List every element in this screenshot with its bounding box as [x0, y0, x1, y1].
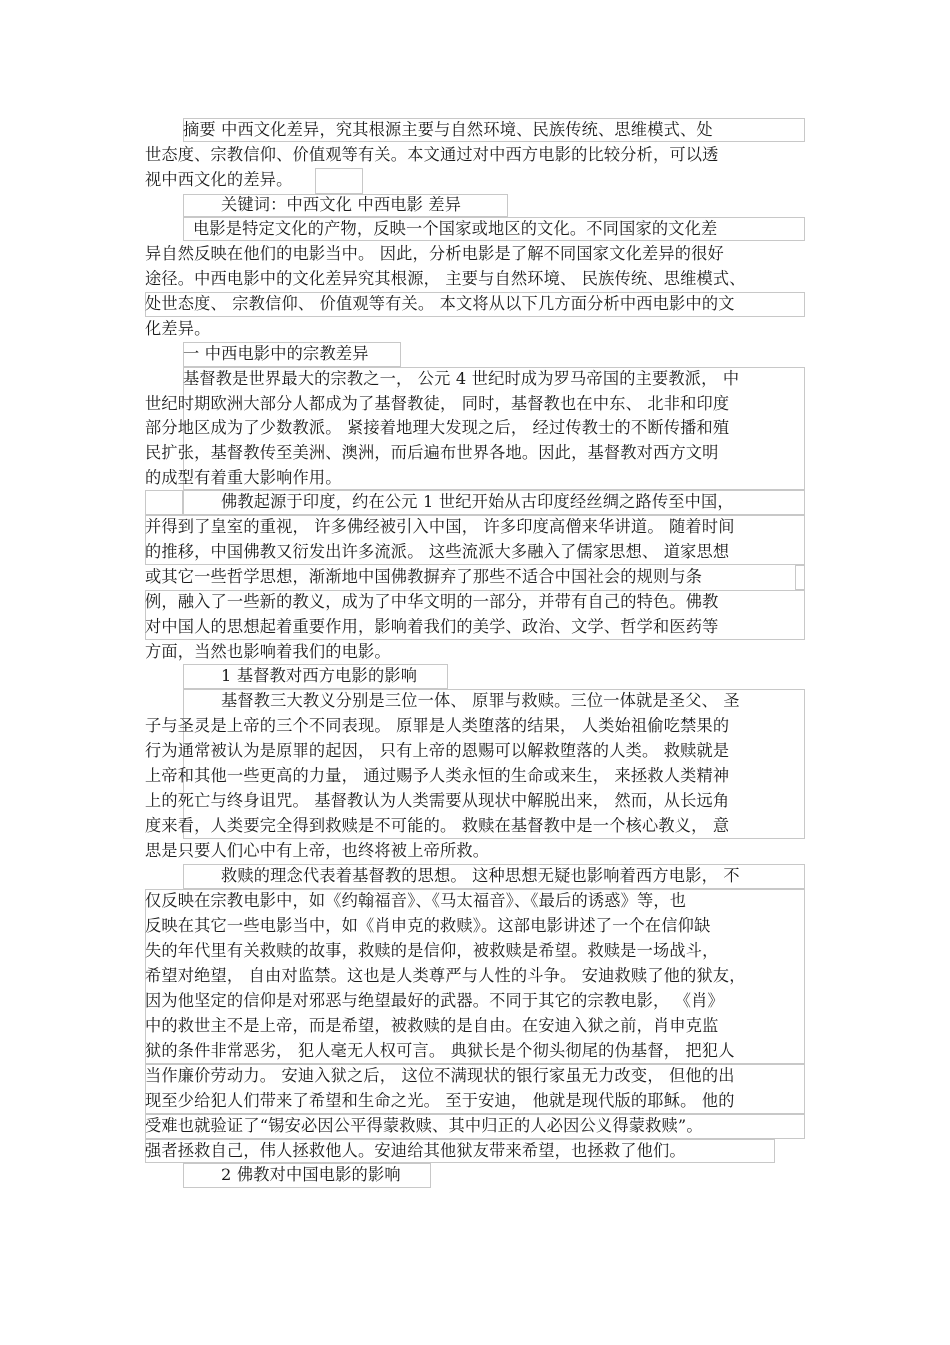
paragraph-line: 思是只要人们心中有上帝，也终将被上帝所救。: [145, 841, 490, 860]
paragraph-line: 方面，当然也影响着我们的电影。: [145, 642, 391, 661]
paragraph-line: 强者拯救自己，伟人拯救他人。安迪给其他狱友带来希望，也拯救了他们。: [145, 1141, 686, 1160]
subsection-heading: 2 佛教对中国电影的影响: [221, 1165, 401, 1184]
paragraph-line: 救赎的理念代表着基督教的思想。 这种思想无疑也影响着西方电影， 不: [221, 866, 740, 885]
paragraph-line: 反映在其它一些电影当中，如《肖申克的救赎》。这部电影讲述了一个在信仰缺: [145, 916, 711, 935]
paragraph-line: 的推移，中国佛教又衍发出许多流派。 这些流派大多融入了儒家思想、 道家思想: [145, 542, 730, 561]
paragraph-line: 当作廉价劳动力。 安迪入狱之后， 这位不满现状的银行家虽无力改变， 但他的出: [145, 1066, 735, 1085]
paragraph-line: 部分地区成为了少数教派。 紧接着地理大发现之后， 经过传教士的不断传播和殖: [145, 418, 730, 437]
abstract-line: 视中西文化的差异。: [145, 170, 293, 189]
paragraph-line: 处世态度、 宗教信仰、 价值观等有关。 本文将从以下几方面分析中西电影中的文: [145, 294, 735, 313]
paragraph-line: 民扩张，基督教传至美洲、澳洲，而后遍布世界各地。因此，基督教对西方文明: [145, 443, 719, 462]
paragraph-line: 异自然反映在他们的电影当中。 因此，分析电影是了解不同国家文化差异的很好: [145, 244, 724, 263]
paragraph-line: 仅反映在宗教电影中，如《约翰福音》、《马太福音》、《最后的诱惑》等，也: [145, 891, 687, 910]
paragraph-line: 的成型有着重大影响作用。: [145, 468, 342, 487]
paragraph-line: 或其它一些哲学思想，渐渐地中国佛教摒弃了那些不适合中国社会的规则与条: [145, 567, 703, 586]
paragraph-line: 狱的条件非常恶劣， 犯人毫无人权可言。 典狱长是个彻头彻尾的伪基督， 把犯人: [145, 1041, 735, 1060]
paragraph-line: 例，融入了一些新的教义，成为了中华文明的一部分，并带有自己的特色。佛教: [145, 592, 719, 611]
paragraph-line: 对中国人的思想起着重要作用，影响着我们的美学、政治、文学、哲学和医药等: [145, 617, 719, 636]
abstract-line: 世态度、宗教信仰、价值观等有关。本文通过对中西方电影的比较分析，可以透: [145, 145, 719, 164]
paragraph-line: 途径。中西电影中的文化差异究其根源， 主要与自然环境、 民族传统、思维模式、: [145, 269, 746, 288]
paragraph-line: 上帝和其他一些更高的力量， 通过赐予人类永恒的生命或来生， 来拯救人类精神: [145, 766, 730, 785]
paragraph-line: 基督教是世界最大的宗教之一， 公元 4 世纪时成为罗马帝国的主要教派， 中: [183, 369, 740, 388]
paragraph-line: 现至少给犯人们带来了希望和生命之光。 至于安迪， 他就是现代版的耶稣。 他的: [145, 1091, 735, 1110]
abstract-line: 摘要 中西文化差异，究其根源主要与自然环境、民族传统、思维模式、处: [183, 120, 713, 139]
paragraph-line: 化差异。: [145, 319, 211, 338]
paragraph-line: 因为他坚定的信仰是对邪恶与绝望最好的武器。不同于其它的宗教电影， 《肖》: [145, 991, 724, 1010]
paragraph-line: 子与圣灵是上帝的三个不同表现。 原罪是人类堕落的结果， 人类始祖偷吃禁果的: [145, 716, 730, 735]
paragraph-line: 度来看，人类要完全得到救赎是不可能的。 救赎在基督教中是一个核心教义， 意: [145, 816, 730, 835]
paragraph-line: 基督教三大教义分别是三位一体、 原罪与救赎。三位一体就是圣父、 圣: [221, 691, 740, 710]
paragraph-line: 世纪时期欧洲大部分人都成为了基督教徒， 同时，基督教也在中东、 北非和印度: [145, 394, 730, 413]
paragraph-line: 希望对绝望， 自由对监禁。这也是人类尊严与人性的斗争。 安迪救赎了他的狱友，: [145, 966, 746, 985]
paragraph-line: 中的救世主不是上帝，而是希望，被救赎的是自由。在安迪入狱之前，肖申克监: [145, 1016, 719, 1035]
paragraph-line: 电影是特定文化的产物，反映一个国家或地区的文化。不同国家的文化差: [193, 219, 718, 238]
paragraph-line: 并得到了皇室的重视， 许多佛经被引入中国， 许多印度高僧来华讲道。 随着时间: [145, 517, 735, 536]
scan-box: [145, 490, 183, 515]
keywords-line: 关键词：中西文化 中西电影 差异: [221, 195, 462, 214]
paragraph-line: 失的年代里有关救赎的故事，救赎的是信仰，被救赎是希望。救赎是一场战斗，: [145, 941, 719, 960]
paragraph-line: 上的死亡与终身诅咒。 基督教认为人类需要从现状中解脱出来， 然而，从长远角: [145, 791, 730, 810]
paragraph-line: 佛教起源于印度，约在公元 1 世纪开始从古印度经丝绸之路传至中国，: [221, 492, 734, 511]
paragraph-line: 受难也就验证了“锡安必因公平得蒙救赎、其中归正的人必因公义得蒙救赎”。: [145, 1116, 703, 1135]
subsection-heading: 1 基督教对西方电影的影响: [221, 666, 418, 685]
section-heading: 一 中西电影中的宗教差异: [183, 344, 369, 363]
paragraph-line: 行为通常被认为是原罪的起因， 只有上帝的恩赐可以解救堕落的人类。 救赎就是: [145, 741, 730, 760]
